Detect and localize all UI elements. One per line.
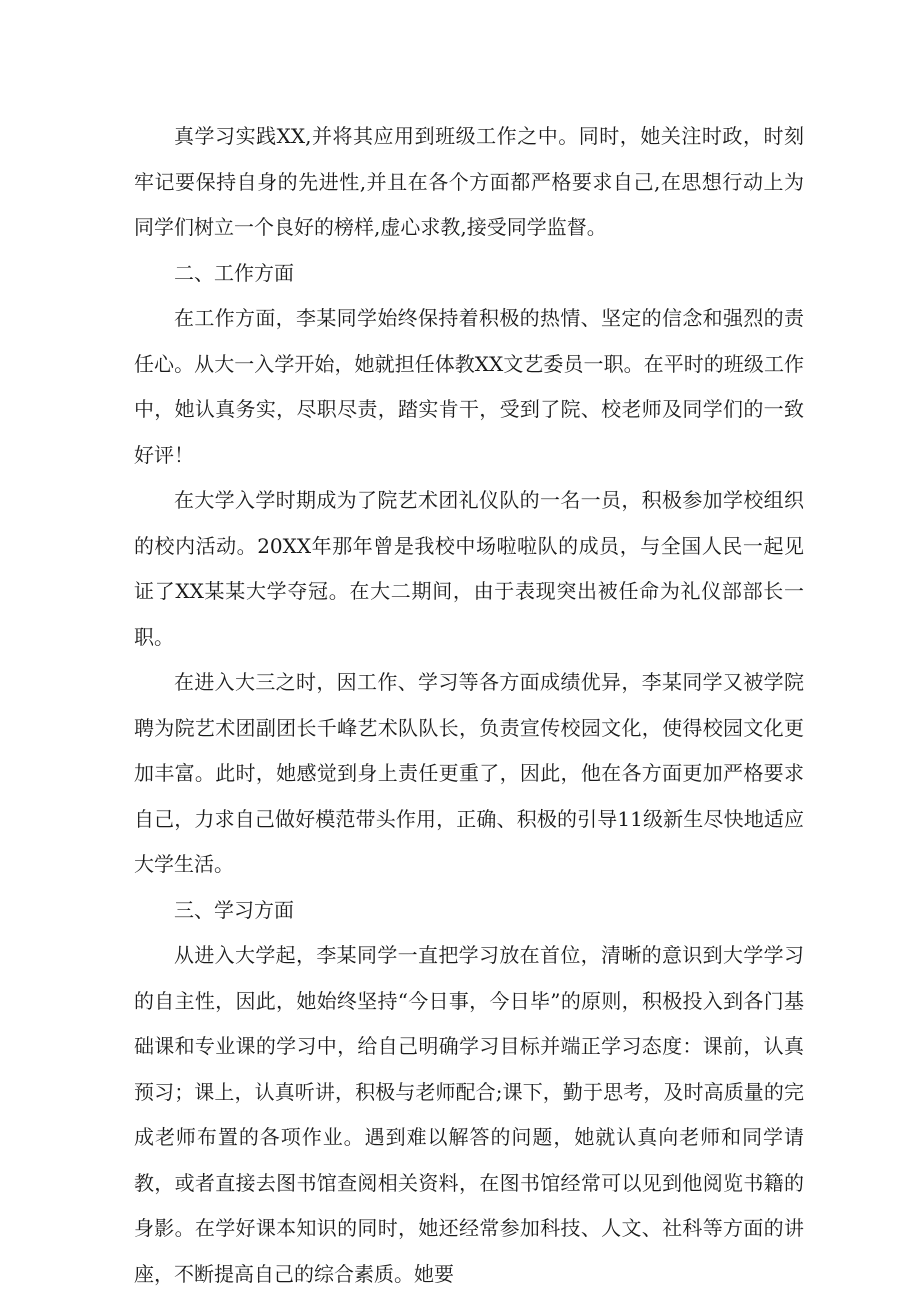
paragraph-art-troupe: 在进入大三之时，因工作、学习等各方面成绩优异，李某同学又被学院聘为院艺术团副团长千峰艺术队队长，负责宣传校园文化，使得校园文化更加丰富。此时，她感觉到身上责任更重了，因此，他在各方面更加严格要求自己，力求自己做好模范带头作用，正确、积极的引导11级新生尽快地适应大学生活。 [134, 670, 804, 876]
paragraph-study-practice: 真学习实践XX,并将其应用到班级工作之中。同时，她关注时政，时刻牢记要保持自身的先进性,并且在各个方面都严格要求自己,在思想行动上为同学们树立一个良好的榜样,虚心求教,接受同学监督。 [134, 124, 804, 239]
paragraph-etiquette-team: 在大学入学时期成为了院艺术团礼仪队的一名一员，积极参加学校组织的校内活动。20XX年那年曾是我校中场啦啦队的成员，与全国人民一起见证了XX某某大学夺冠。在大二期间，由于表现突出被任命为礼仪部部长一职。 [134, 488, 804, 649]
section-heading-study: 三、学习方面 [174, 897, 294, 922]
paragraph-work-attitude: 在工作方面，李某同学始终保持着积极的热情、坚定的信念和强烈的责任心。从大一入学开始，她就担任体教XX文艺委员一职。在平时的班级工作中，她认真务实，尽职尽责，踏实肯干，受到了院、校老师及同学们的一致好评！ [134, 306, 804, 467]
document-body [134, 114, 804, 1297]
section-heading-work: 二、工作方面 [174, 260, 294, 285]
paragraph-study-habits: 从进入大学起，李某同学一直把学习放在首位，清晰的意识到大学学习的自主性，因此，她始终坚持“今日事，今日毕”的原则，积极投入到各门基础课和专业课的学习中，给自己明确学习目标并端正学习态度：课前，认真预习；课上，认真听讲，积极与老师配合;课下，勤于思考，及时高质量的完成老师布置的各项作业。遇到难以解答的问题，她就认真向老师和同学请教，或者直接去图书馆查阅相关资料，在图书馆经常可以见到他阅览书籍的身影。在学好课本知识的同时，她还经常参加科技、人文、社科等方面的讲座，不断提高自己的综合素质。她要 [134, 943, 804, 1286]
